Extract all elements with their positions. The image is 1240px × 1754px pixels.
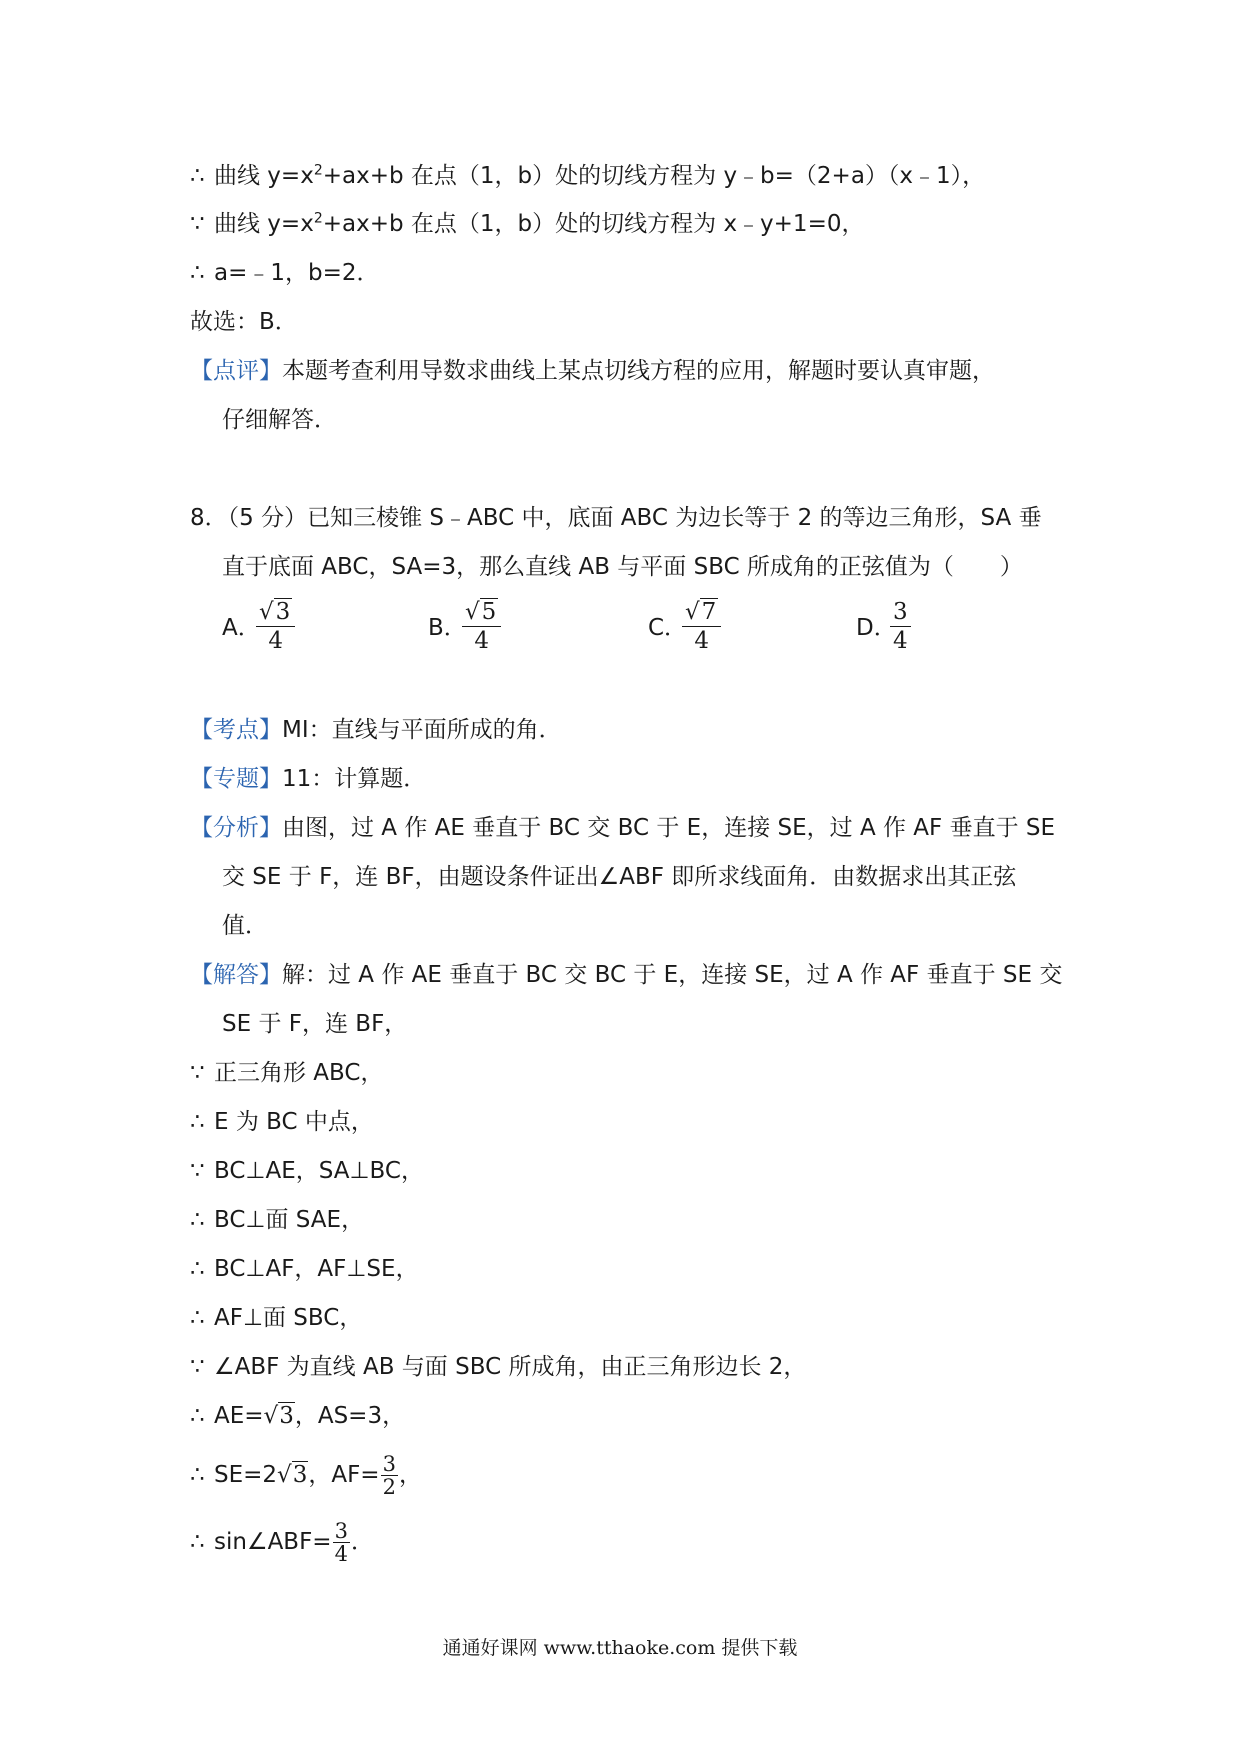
therefore-symbol: ∴	[190, 1462, 205, 1488]
step-line-1: ∵ 正三角形 ABC，	[190, 1057, 383, 1089]
option-label: A．	[222, 615, 261, 641]
inline-fraction: $\frac{3}{4}$	[334, 1519, 348, 1566]
kaodian-line: 【考点】MI：直线与平面所成的角．	[190, 717, 562, 743]
option-fraction: $\frac{3}{4}$	[890, 598, 911, 655]
therefore-symbol: ∴	[190, 1207, 205, 1233]
fenxi-line-3: 值．	[222, 913, 268, 939]
fenxi-tag: 【分析】	[190, 815, 282, 841]
step-line-8: ∴ AE=√3，AS=3，	[190, 1400, 405, 1432]
step-line-3: ∵ BC⊥AE，SA⊥BC，	[190, 1155, 424, 1187]
option-label: C．	[648, 615, 688, 641]
therefore-symbol: ∴	[190, 1403, 205, 1429]
sqrt-sign: √	[685, 599, 700, 625]
sqrt-sign: √	[263, 1403, 279, 1429]
question-8-line-1: 8．（5 分）已知三棱锥 S﹣ABC 中，底面 ABC 为边长等于 2 的等边三角形，SA 垂	[190, 505, 1042, 531]
step-line-2: ∴ E 为 BC 中点，	[190, 1106, 374, 1138]
radical: √3	[277, 1462, 308, 1488]
review-line-2: 仔细解答．	[222, 407, 337, 433]
solution-line-3: ∴ a=﹣1，b=2．	[190, 257, 380, 289]
therefore-symbol: ∴	[190, 1256, 205, 1282]
therefore-symbol: ∴	[190, 1305, 205, 1331]
because-symbol: ∵	[190, 1060, 205, 1086]
step-line-9: ∴ SE=2√3，AF= $\frac{3}{2}$ ，	[190, 1452, 422, 1499]
radical: √3	[263, 1403, 294, 1429]
review-line-1: 【点评】本题考查利用导数求曲线上某点切线方程的应用，解题时要认真审题，	[190, 358, 995, 384]
step-line-6: ∴ AF⊥面 SBC，	[190, 1302, 362, 1334]
question-score: （5 分）	[227, 505, 308, 531]
therefore-symbol: ∴	[190, 260, 205, 286]
question-8-line-2: 直于底面 ABC，SA=3，那么直线 AB 与平面 SBC 所成角的正弦值为（ ）	[222, 554, 1023, 580]
page-footer: 通通好课网 www.tthaoke.com 提供下载	[442, 1637, 798, 1659]
option-fraction: $\frac{√5}{4}$	[462, 598, 501, 655]
question-number: 8．	[190, 505, 228, 531]
sqrt-sign: √	[465, 599, 480, 625]
sqrt-sign: √	[259, 599, 274, 625]
answer-choice-line: 故选：B．	[190, 309, 298, 335]
therefore-symbol: ∴	[190, 1529, 205, 1555]
solution-line-1: ∴ 曲线 $y=x^2+ax+b$ 在点（1，b）处的切线方程为 y﹣b=（2+a）（x﹣1），	[190, 160, 985, 192]
fenxi-line-1: 【分析】由图，过 A 作 AE 垂直于 BC 交 BC 于 E，连接 SE，过 A 作 AF 垂直于 SE	[190, 815, 1056, 841]
solution-line-2: ∵ 曲线 $y=x^2+ax+b$ 在点（1，b）处的切线方程为 x﹣y+1=0，	[190, 208, 864, 240]
kaodian-tag: 【考点】	[190, 717, 282, 743]
option-fraction: $\frac{√3}{4}$	[256, 598, 295, 655]
because-symbol: ∵	[190, 1158, 205, 1184]
fenxi-line-2: 交 SE 于 F，连 BF，由题设条件证出∠ABF 即所求线面角．由数据求出其正弦	[222, 864, 1017, 890]
option-fraction: $\frac{√7}{4}$	[682, 598, 721, 655]
because-symbol: ∵	[190, 1354, 205, 1380]
option-label: D．	[856, 615, 897, 641]
zhuanti-line: 【专题】11：计算题．	[190, 766, 427, 792]
sqrt-sign: √	[277, 1462, 292, 1488]
zhuanti-tag: 【专题】	[190, 766, 282, 792]
therefore-symbol: ∴	[190, 163, 205, 189]
therefore-symbol: ∴	[190, 1109, 205, 1135]
option-label: B．	[428, 615, 467, 641]
jieda-line-2: SE 于 F，连 BF，	[222, 1011, 408, 1037]
jieda-line-1: 【解答】解：过 A 作 AE 垂直于 BC 交 BC 于 E，连接 SE，过 A 作 AF 垂直于 SE 交	[190, 962, 1063, 988]
step-line-5: ∴ BC⊥AF，AF⊥SE，	[190, 1253, 419, 1285]
step-line-7: ∵ ∠ABF 为直线 AB 与面 SBC 所成角，由正三角形边长 2，	[190, 1351, 806, 1383]
inline-fraction: $\frac{3}{2}$	[382, 1452, 396, 1499]
because-symbol: ∵	[190, 211, 205, 237]
step-line-4: ∴ BC⊥面 SAE，	[190, 1204, 364, 1236]
jieda-tag: 【解答】	[190, 962, 282, 988]
step-line-10: ∴ sin∠ABF= $\frac{3}{4}$ ．	[190, 1519, 374, 1566]
review-tag: 【点评】	[190, 358, 282, 384]
